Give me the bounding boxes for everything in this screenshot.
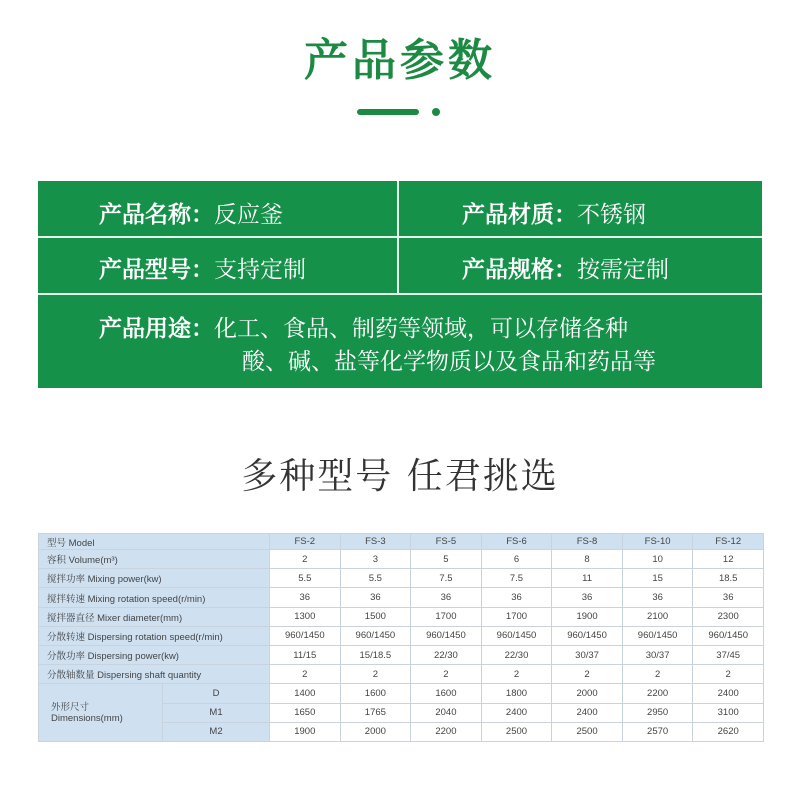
table-cell: 5.5 [340, 569, 411, 588]
spec-usage-line2 [242, 343, 656, 376]
spec-name-value: 反应釜 [214, 202, 283, 228]
table-cell: 2620 [693, 722, 764, 741]
table-cell: 36 [481, 588, 552, 607]
table-cell: 12 [693, 550, 764, 569]
page-title: 产品参数 [304, 35, 496, 86]
table-cell: 1800 [481, 684, 552, 703]
table-cell: 18.5 [693, 569, 764, 588]
table-cell: 3 [340, 550, 411, 569]
table-cell: 960/1450 [693, 626, 764, 645]
table-cell: 6 [481, 550, 552, 569]
table-cell: 8 [552, 550, 623, 569]
table-cell: 1400 [270, 684, 341, 703]
table-cell: 7.5 [411, 569, 482, 588]
dimension-sub-label: M2 [163, 722, 270, 741]
table-cell: 2400 [693, 684, 764, 703]
spec-usage-value-line2: 酸、碱、盐等化学物质以及食品和药品等 [242, 349, 656, 375]
spec-material-label: 产品材质： [462, 202, 577, 228]
table-cell: 5.5 [270, 569, 341, 588]
table-cell: 1900 [552, 607, 623, 626]
table-cell: 2570 [622, 722, 693, 741]
table-cell: 37/45 [693, 646, 764, 665]
table-header-row [39, 534, 764, 550]
dimensions-label-cn: 外形尺寸 [51, 701, 90, 713]
table-cell: 2040 [411, 703, 482, 722]
table-cell: 2950 [622, 703, 693, 722]
spec-model [99, 251, 306, 284]
table-cell: 30/37 [552, 646, 623, 665]
spec-usage [99, 310, 628, 343]
table-row [39, 607, 764, 626]
section-subtitle: 多种型号 任君挑选 [241, 456, 559, 497]
table-row [39, 646, 764, 665]
table-cell: 960/1450 [411, 626, 482, 645]
table-cell: 36 [552, 588, 623, 607]
table-cell: 1600 [340, 684, 411, 703]
model-cell: FS-6 [481, 534, 552, 550]
spec-model-value: 支持定制 [214, 257, 306, 283]
parameter-table [38, 533, 764, 742]
table-cell: 960/1450 [481, 626, 552, 645]
table-cell: 2200 [622, 684, 693, 703]
table-cell: 2 [340, 665, 411, 684]
dimensions-label-en: Dimensions(mm) [51, 712, 123, 724]
table-cell: 2000 [552, 684, 623, 703]
table-cell: 10 [622, 550, 693, 569]
table-cell: 15/18.5 [340, 646, 411, 665]
table-cell: 22/30 [411, 646, 482, 665]
table-cell: 2 [622, 665, 693, 684]
table-cell: 11/15 [270, 646, 341, 665]
table-cell: 2 [481, 665, 552, 684]
table-cell: 2400 [552, 703, 623, 722]
table-cell: 2 [411, 665, 482, 684]
table-cell: 2 [270, 550, 341, 569]
row-label: 搅拌器直径 Mixer diameter(mm) [39, 607, 270, 626]
table-cell: 960/1450 [340, 626, 411, 645]
model-cell: FS-10 [622, 534, 693, 550]
table-cell: 5 [411, 550, 482, 569]
spec-material [462, 196, 646, 229]
table-cell: 2200 [411, 722, 482, 741]
row-label: 搅拌功率 Mixing power(kw) [39, 569, 270, 588]
table-cell: 960/1450 [270, 626, 341, 645]
row-label: 容积 Volume(m³) [39, 550, 270, 569]
table-cell: 2 [693, 665, 764, 684]
spec-material-value: 不锈钢 [577, 202, 646, 228]
table-row [39, 569, 764, 588]
table-cell: 1700 [411, 607, 482, 626]
table-cell: 2300 [693, 607, 764, 626]
spec-size [462, 251, 669, 284]
table-cell: 2100 [622, 607, 693, 626]
header-model-label: 型号 Model [39, 534, 270, 550]
table-row [39, 665, 764, 684]
dimension-sub-label: M1 [163, 703, 270, 722]
dimension-sub-label: D [163, 684, 270, 703]
spec-divider-1 [38, 236, 762, 238]
row-label: 搅拌转速 Mixing rotation speed(r/min) [39, 588, 270, 607]
spec-size-value: 按需定制 [577, 257, 669, 283]
spec-size-label: 产品规格： [462, 257, 577, 283]
table-cell: 2400 [481, 703, 552, 722]
table-cell: 36 [693, 588, 764, 607]
table-cell: 2 [270, 665, 341, 684]
table-cell: 30/37 [622, 646, 693, 665]
table-cell: 960/1450 [552, 626, 623, 645]
table-cell: 1600 [411, 684, 482, 703]
model-cell: FS-8 [552, 534, 623, 550]
table-cell: 36 [340, 588, 411, 607]
table-cell: 2 [552, 665, 623, 684]
table-cell: 1765 [340, 703, 411, 722]
table-cell: 36 [622, 588, 693, 607]
spec-usage-label: 产品用途： [99, 316, 214, 342]
title-dot [432, 108, 440, 116]
table-cell: 7.5 [481, 569, 552, 588]
table-cell: 1300 [270, 607, 341, 626]
row-label: 分散转速 Dispersing rotation speed(r/min) [39, 626, 270, 645]
table-cell: 1650 [270, 703, 341, 722]
table-cell: 2500 [552, 722, 623, 741]
model-cell: FS-2 [270, 534, 341, 550]
table-cell: 2500 [481, 722, 552, 741]
table-cell: 36 [270, 588, 341, 607]
spec-divider-2 [38, 293, 762, 295]
table-row [39, 626, 764, 645]
table-row [39, 588, 764, 607]
model-cell: FS-12 [693, 534, 764, 550]
model-cell: FS-3 [340, 534, 411, 550]
table-row [39, 684, 764, 703]
spec-name [99, 196, 283, 229]
title-underline [357, 109, 419, 115]
row-label: 分散轴数量 Dispersing shaft quantity [39, 665, 270, 684]
table-cell: 1500 [340, 607, 411, 626]
table-cell: 15 [622, 569, 693, 588]
table-cell: 22/30 [481, 646, 552, 665]
table-cell: 960/1450 [622, 626, 693, 645]
spec-model-label: 产品型号： [99, 257, 214, 283]
table-cell: 3100 [693, 703, 764, 722]
row-label: 分散功率 Dispersing power(kw) [39, 646, 270, 665]
dimensions-label [39, 684, 163, 742]
table-cell: 1700 [481, 607, 552, 626]
table-cell: 36 [411, 588, 482, 607]
table-cell: 2000 [340, 722, 411, 741]
table-row [39, 550, 764, 569]
spec-usage-value-line1: 化工、食品、制药等领域，可以存储各种 [214, 316, 628, 342]
spec-name-label: 产品名称： [99, 202, 214, 228]
table-cell: 1900 [270, 722, 341, 741]
table-cell: 11 [552, 569, 623, 588]
model-cell: FS-5 [411, 534, 482, 550]
